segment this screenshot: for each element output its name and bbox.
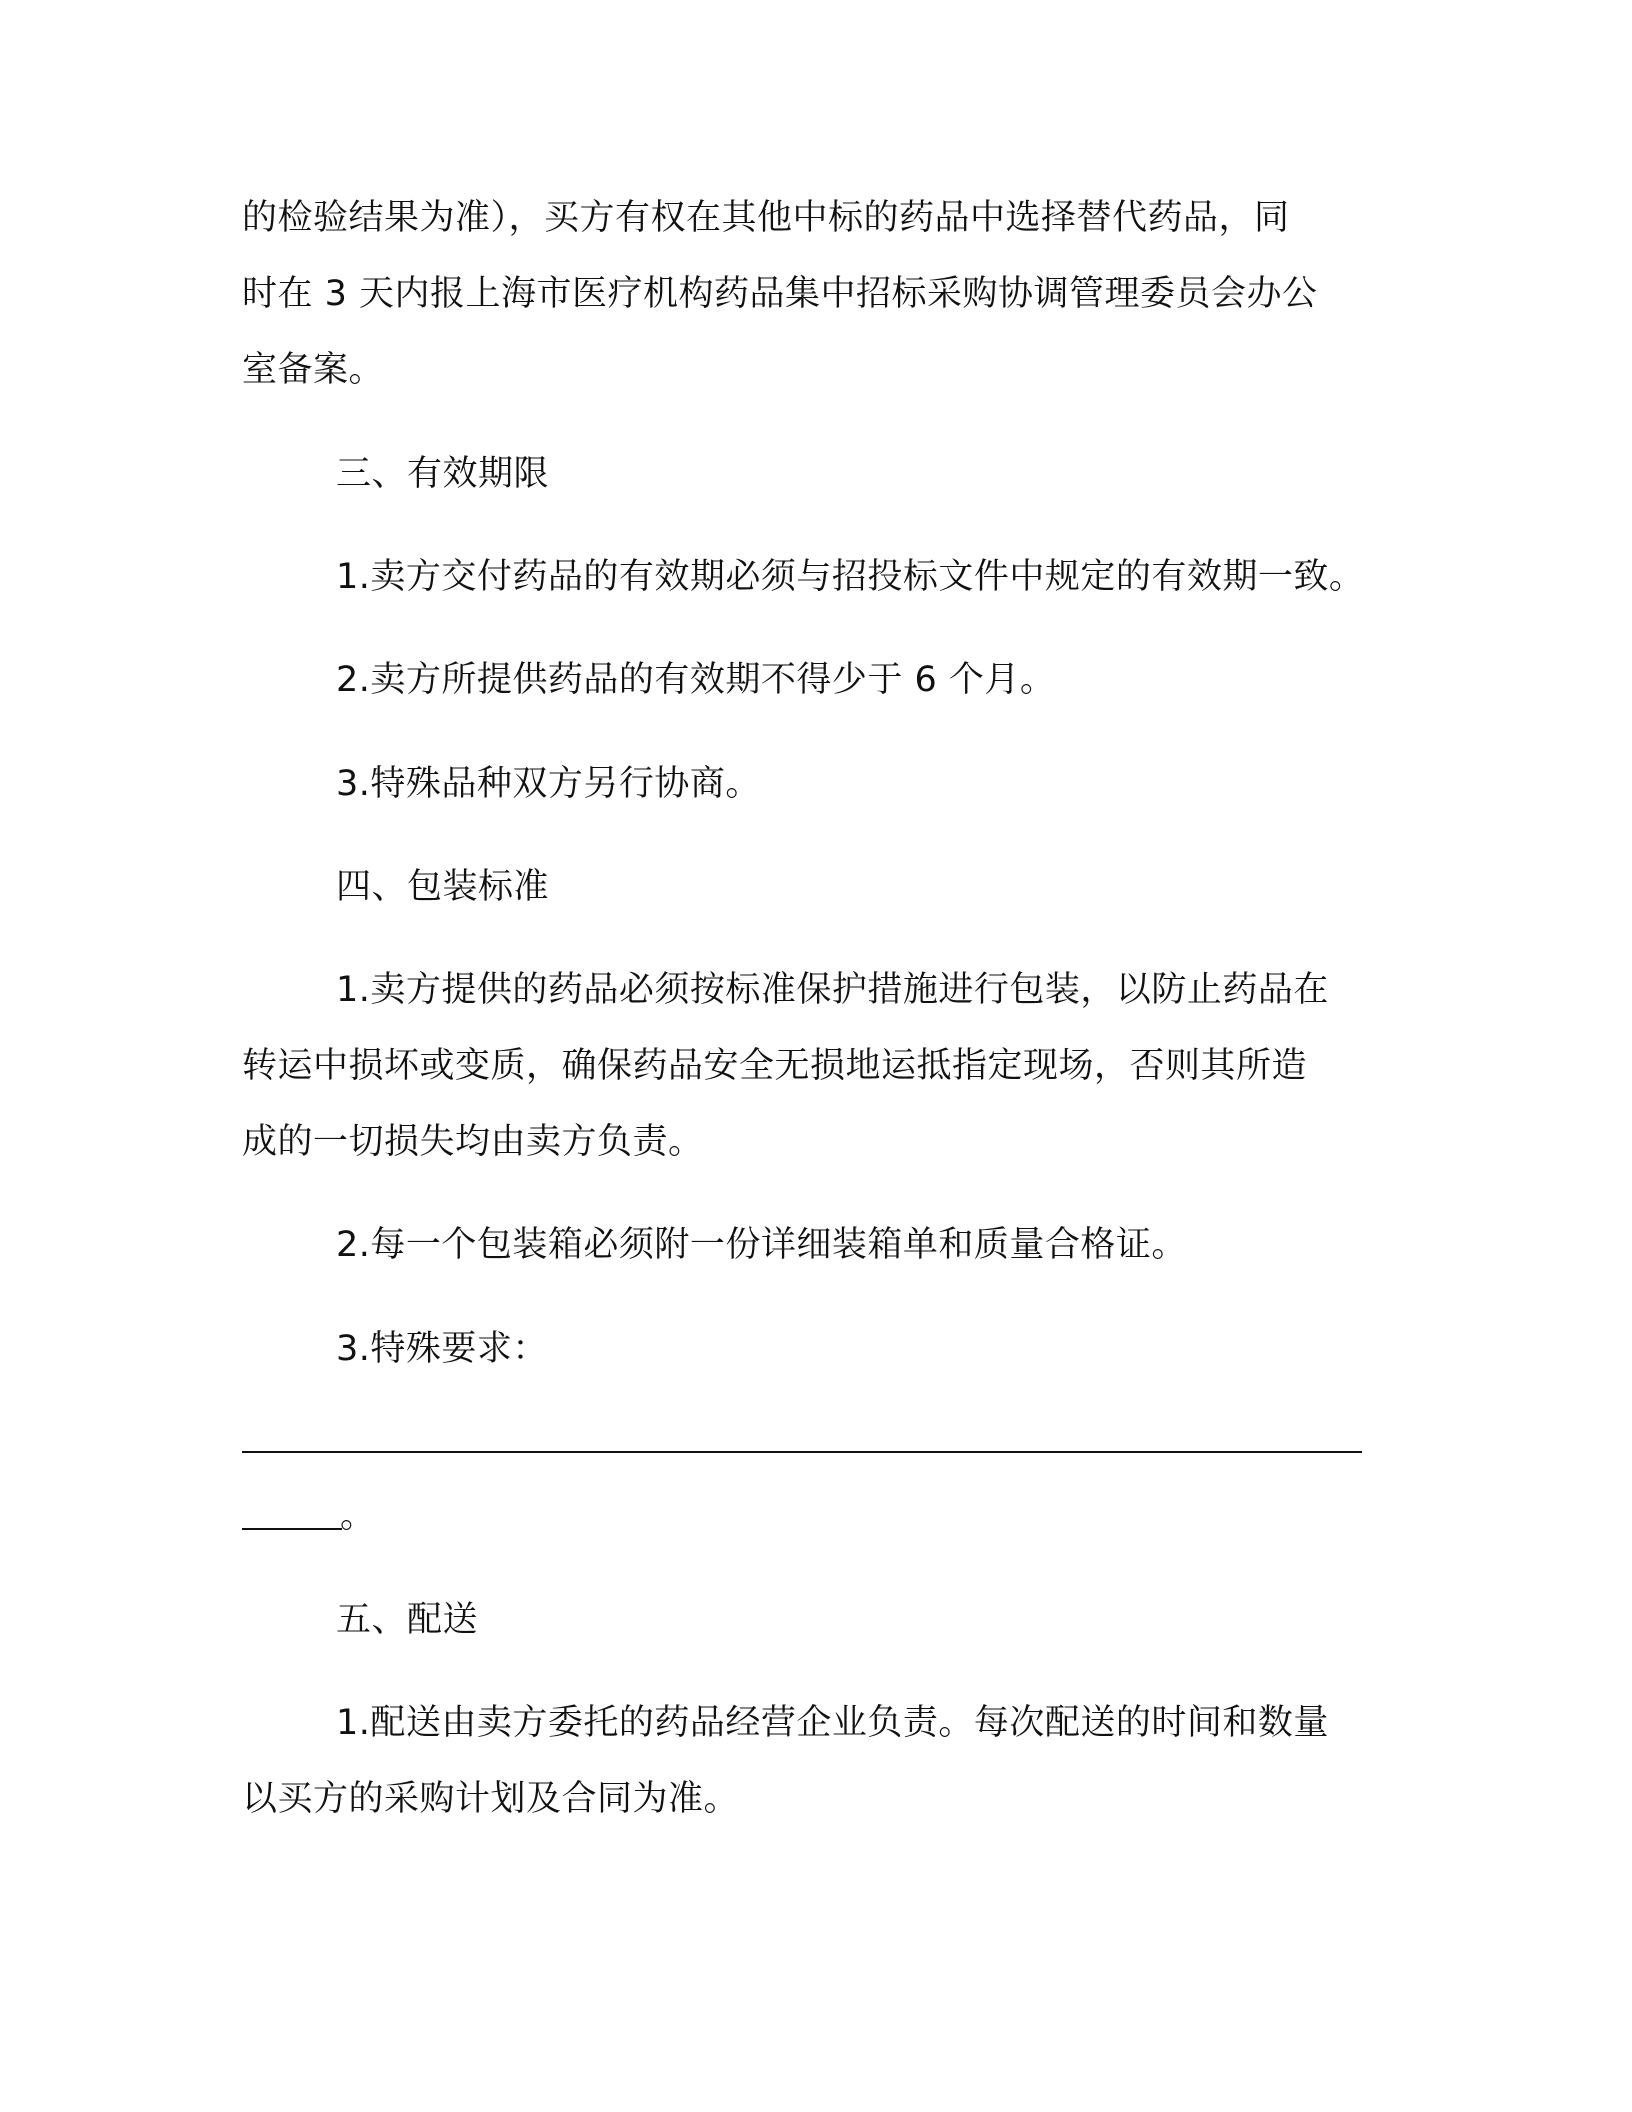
- section-heading: 五、配送: [336, 1600, 479, 1640]
- paragraph-line: 的检验结果为准），买方有权在其他中标的药品中选择替代药品，同: [242, 198, 1290, 238]
- fill-in-blank-line: [242, 1528, 342, 1530]
- blank-end-punctuation: 。: [340, 1496, 376, 1536]
- list-item: 1.卖方提供的药品必须按标准保护措施进行包装，以防止药品在: [336, 970, 1329, 1010]
- list-item: 1.卖方交付药品的有效期必须与招投标文件中规定的有效期一致。: [336, 557, 1365, 597]
- paragraph-line: 转运中损坏或变质，确保药品安全无损地运抵指定现场，否则其所造: [242, 1046, 1308, 1086]
- paragraph-line: 以买方的采购计划及合同为准。: [242, 1779, 740, 1819]
- paragraph-line: 时在 3 天内报上海市医疗机构药品集中招标采购协调管理委员会办公: [242, 274, 1318, 314]
- list-item: 1.配送由卖方委托的药品经营企业负责。每次配送的时间和数量: [336, 1703, 1329, 1743]
- paragraph-line: 室备案。: [242, 350, 385, 390]
- list-item: 3.特殊要求：: [336, 1329, 548, 1369]
- list-item: 3.特殊品种双方另行协商。: [336, 764, 761, 804]
- list-item: 2.每一个包装箱必须附一份详细装箱单和质量合格证。: [336, 1225, 1187, 1265]
- list-item: 2.卖方所提供药品的有效期不得少于 6 个月。: [336, 660, 1056, 700]
- section-heading: 四、包装标准: [336, 867, 550, 907]
- section-heading: 三、有效期限: [336, 454, 550, 494]
- paragraph-line: 成的一切损失均由卖方负责。: [242, 1122, 704, 1162]
- fill-in-blank-line: [242, 1451, 1362, 1453]
